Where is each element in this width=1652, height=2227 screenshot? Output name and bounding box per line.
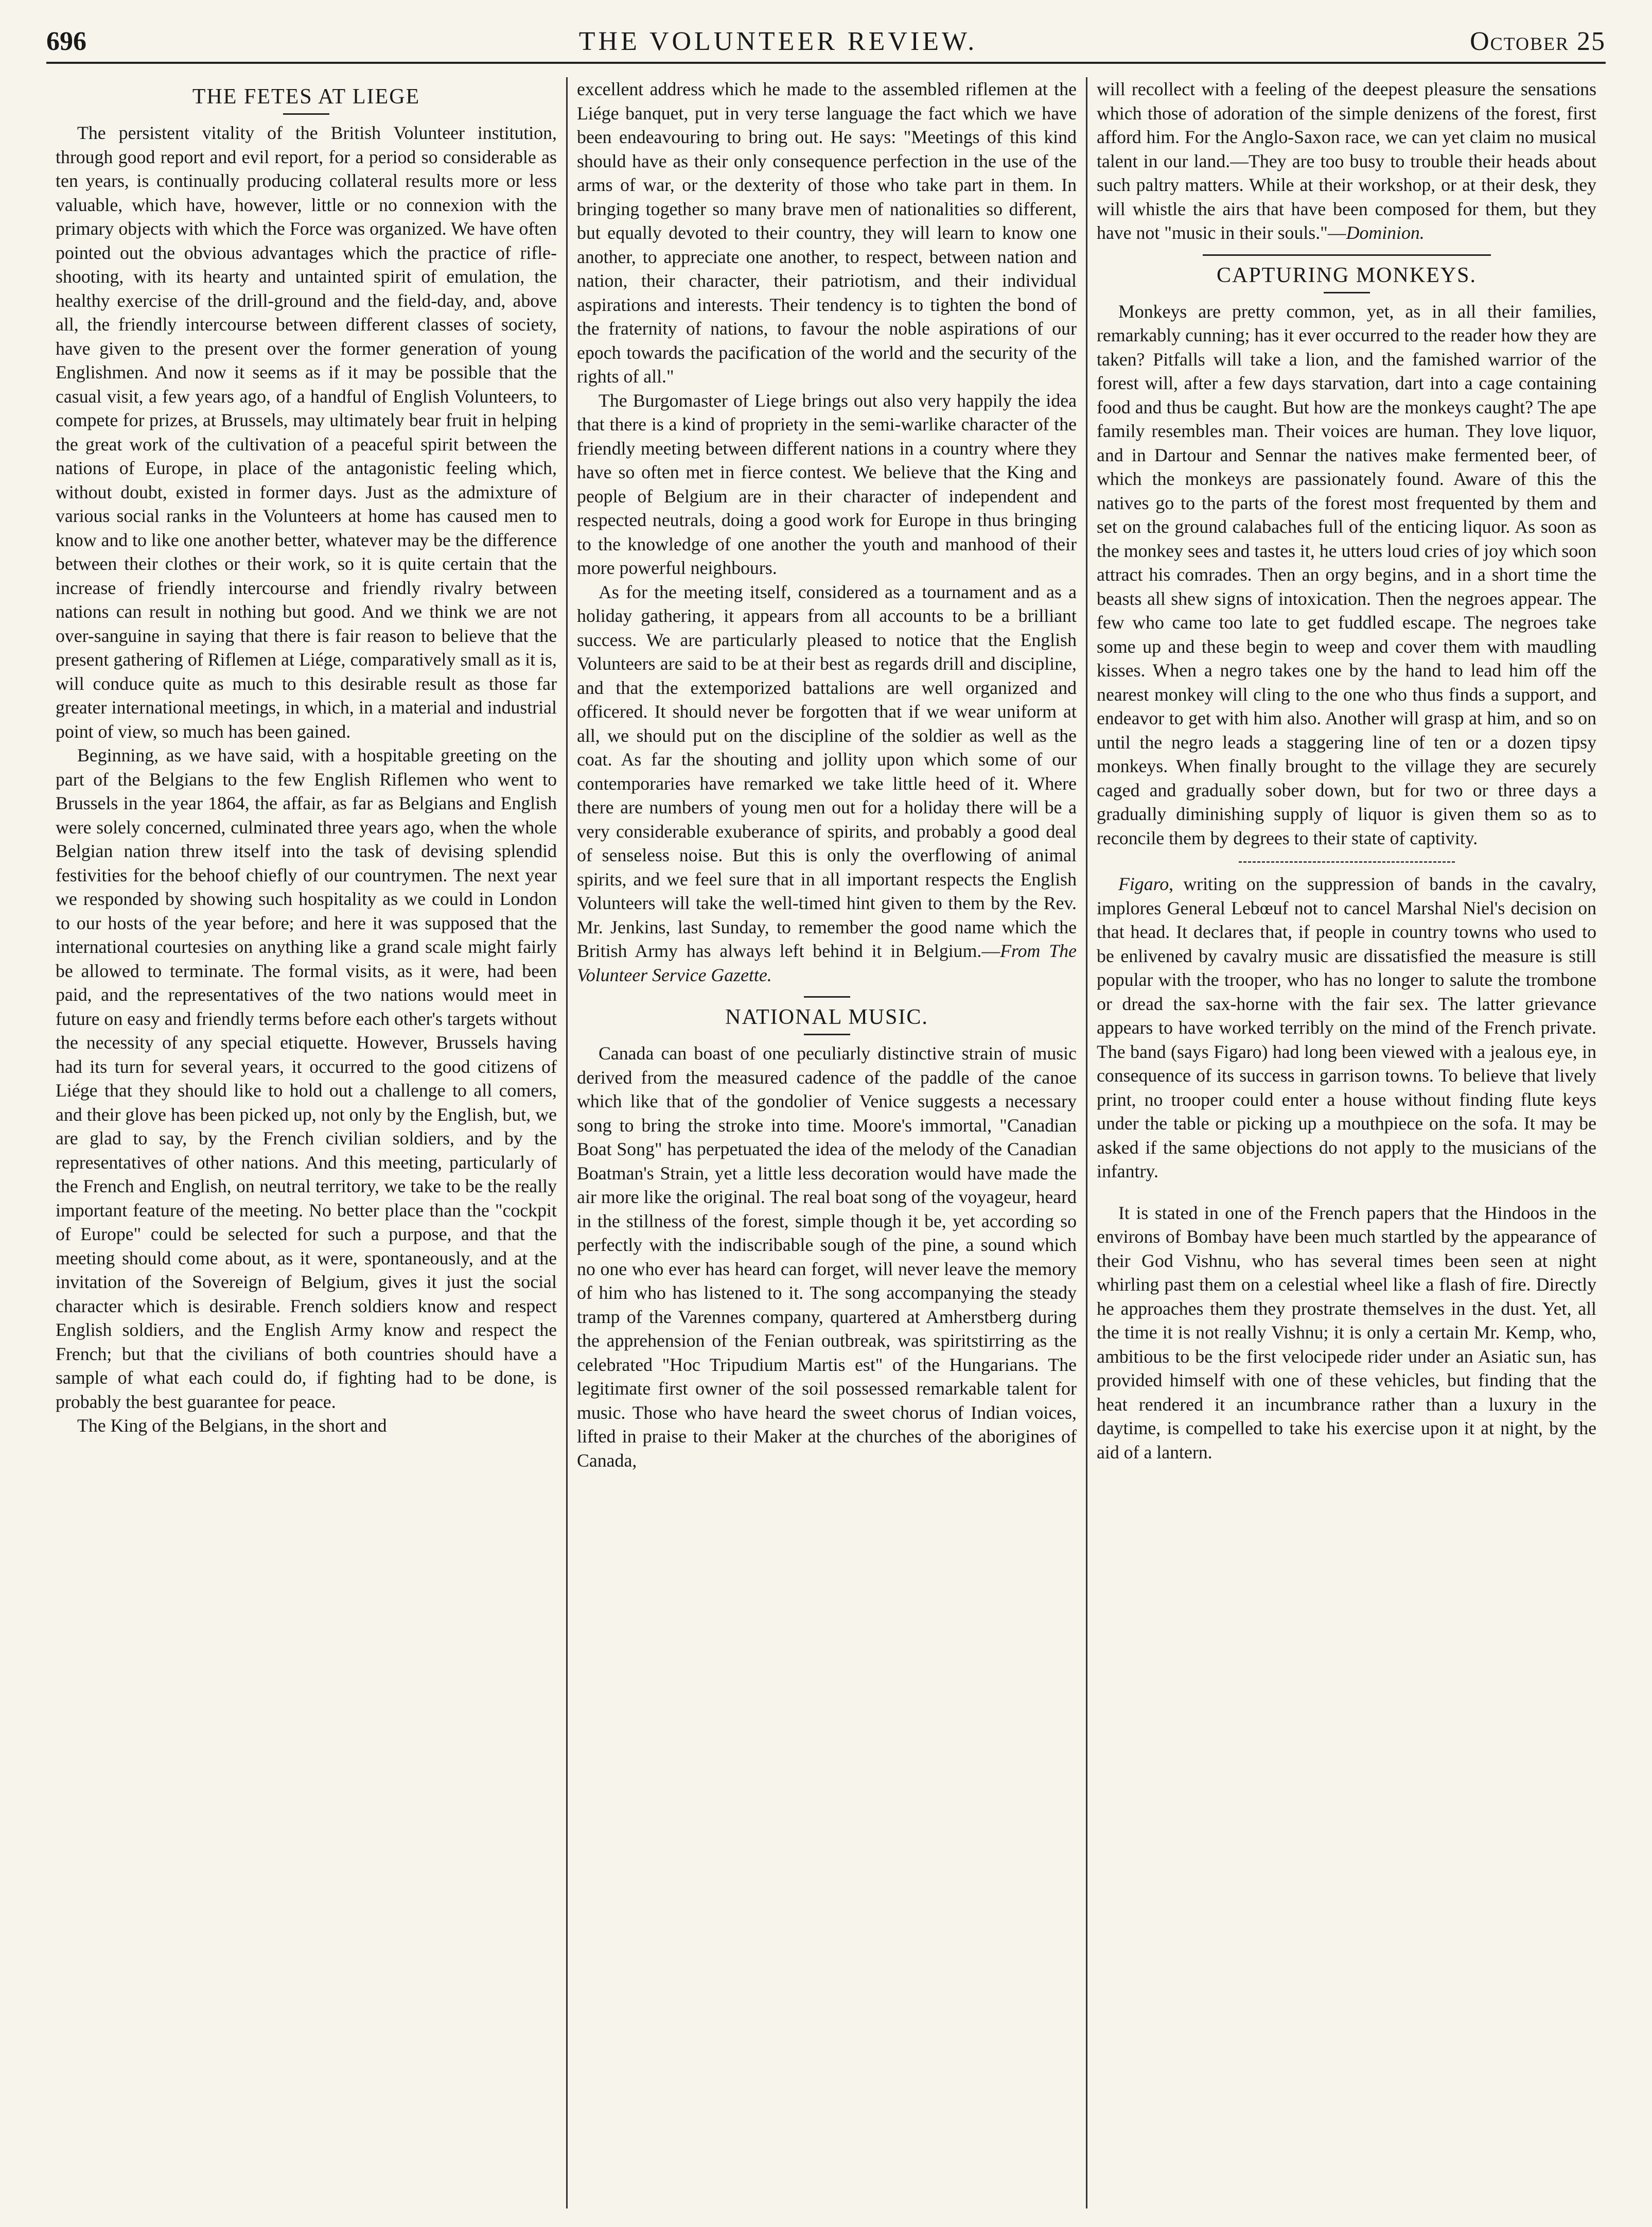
paragraph: The King of the Belgians, in the short and [77,1415,387,1436]
paragraph [1097,872,1596,1184]
heading-capturing-monkeys: CAPTURING MONKEYS. [1216,263,1477,287]
section-rule-dashed [1239,861,1455,863]
paragraph: The persistent vitality of the British Volunteer institution, through good report and evil report, for a period so considerable as ten years, is continually producing collateral results more or less valuable, which have, however, little or no connexion with the primary objects with which the Force was organized. We have often pointed out the obvious advantages which the practice of rifle-shooting, with its hearty and untainted spirit of emulation, the healthy exercise of the drill-ground and the field-day, and, above all, the friendly intercourse between different classes of society, have given to the present over the former generation of young Englishmen. And now it seems as if it may be possible that the casual visit, a few years ago, of a handful of English Volunteers, to compete for prizes, at Brussels, may ultimately bear fruit in helping the great work of the cultivation of a peaceful spirit between the nations of Europe, in place of the antagonistic feeling which, without doubt, existed in former days. Just as the admixture of various social ranks in the Volunteers at home has caused men to know and to like one another better, whatever may be the difference between their clothes or their work, so it is quite certain that the increase of friendly intercourse and friendly rivalry between nations can result in nothing but good. And we think we are not over-sanguine in saying that there is fair reason to believe that the present gathering of Riflemen at Liége, comparatively small as it is, will conduce quite as much to this desirable result as those far greater international meetings, in which, in a material and industrial point of view, so much has been gained. [56,123,557,742]
paragraph: Monkeys are pretty common, yet, as in all their families, remarkably cunning; has it ever occurred to the reader how they are taken? Pitfalls will take a lion, and the famished warrior of the forest will, after a few days starvation, dart into a cage containing food and thus be caught. But how are the monkeys caught? The ape family resembles man. Their voices are human. They love liquor, and in Dartour and Sennar the natives make fermented beer, of which the monkeys are passionately found. Aware of this the natives go to the parts of the forest most frequented by them and set on the ground calabaches full of the enticing liquor. As soon as the monkey sees and tastes it, he utters loud cries of joy which soon attract his comrades. Then an orgy begins, and in a short time the beasts all shew signs of intoxication. Then the negroes appear. The few who came too late to get fuddled escape. The negroes take some up and these begin to weep and cover them with maudling kisses. When a negro takes one by the hand to lead him off the nearest monkey will cling to the one who thus finds a support, and endeavor to get with him also. Another will grasp at him, and so on until the negro leads a staggering line of ten or a dozen tipsy monkeys. When finally brought to the village they are securely caged and gradually sober down, but for two or three days a gradually diminishing supply of liquor is given them so as to reconcile them by degrees to their state of captivity. [1097,301,1596,848]
column-1 [46,77,566,2208]
spacer [1097,1184,1596,1201]
heading-rule [804,1034,850,1035]
source-credit: Dominion. [1346,222,1425,243]
paragraph [1097,77,1596,245]
issue-date: October 25 [1470,26,1606,56]
paragraph-text: , writing on the suppression of bands in the cavalry, implores General Lebœuf not to cancel Marshal Niel's decision on that head. It declares that, if people in country towns who used to be enlivened by cavalry music are dissatisfied the measure is still popular with the trooper, who has no longer to salute the trombone or dread the sax-horne with the fair sex. The latter grievance appears to have worked terribly on the mind of the French private. The band (says Figaro) had long been viewed with a jealous eye, in consequence of its success in garrison towns. To believe that lively print, no trooper could enter a house without finding flute keys under the table or picking up a mouthpiece on the sofa. It may be asked if the same objections do not apply to the musicians of the infantry. [1097,874,1596,1181]
heading-national-music: NATIONAL MUSIC. [725,1005,928,1029]
column-3 [1086,77,1606,2208]
paragraph: It is stated in one of the French papers that the Hindoos in the environs of Bombay have been much startled by the appearance of their God Vishnu, who has several times been seen at night whirling past them on a celestial wheel like a flash of fire. Directly he approaches them they prostrate themselves in the dust. Yet, all the time it is not really Vishnu; it is only a certain Mr. Kemp, who, ambitious to be the first velocipede rider under an Asiatic sun, has provided himself with one of these vehicles, but finding that the heat rendered it an incumbrance rather than a luxury in the daytime, is compelled to take his exercise upon it at night, by the aid of a lantern. [1097,1202,1596,1463]
paragraph [577,580,1077,987]
paragraph: excellent address which he made to the assembled riflemen at the Liége banquet, put in very terse language the fact which we have been endeavouring to bring out. He says: "Meetings of this kind should have as their only consequence perfection in the use of the arms of war, or the dexterity of those who take part in them. In bringing together so many brave men of nationalities so different, but equally devoted to their country, they will learn to know one another, to appreciate one another, to respect, between nation and nation, their character, their patriotism, and their individual aspirations and interests. Their tendency is to tighten the bond of the fraternity of nations, to favour the noble aspirations of our epoch towards the pacification of the world and the security of the rights of all." [577,79,1077,387]
section-rule [804,996,850,998]
article-columns [46,77,1606,2208]
publication-title: THE VOLUNTEER REVIEW. [578,26,978,56]
section-rule [1203,254,1491,256]
page-number: 696 [46,26,86,56]
paragraph: Beginning, as we have said, with a hospitable greeting on the part of the Belgians to the few English Riflemen who went to Brussels in the year 1864, the affair, as far as Belgians and English were solely concerned, culminated three years ago, when the whole Belgian nation threw itself into the task of devising splendid festivities for the behoof chiefly of our countrymen. The next year we responded by showing such hospitality as we could in London to our hosts of the year before; and here it was supposed that the international courtesies on anything like a grand scale might fairly be allowed to terminate. The formal visits, as it were, had been paid, and the representatives of the two nations would meet in future on easy and friendly terms before each other's targets without the necessity of any special etiquette. However, Brussels having had its turn for several years, it occurred to the good citizens of Liége that they should like to hold out a challenge to all comers, and their glove has been picked up, not only by the English, but, we are glad to say, by the French civilian soldiers, and by the representatives of other nations. And this meeting, particularly of the French and English, on neutral territory, we take to be the really important feature of the meeting. No better place than the "cockpit of Europe" could be selected for such a purpose, and that the meeting should come about, as it were, spontaneously, and at the invitation of the Sovereign of Belgium, gives it just the social character which is desirable. French soldiers know and respect English soldiers, and the English Army know and respect the French; but that the civilians of both countries should have a sample of what each could do, if fighting had to be done, is probably the best guarantee for peace. [56,745,557,1412]
heading-rule [283,113,329,115]
paragraph: The Burgomaster of Liege brings out also very happily the idea that there is a kind of propriety in the semi-warlike character of the friendly meeting between different nations in a country where they have so often met in fierce contest. We believe that the King and people of Belgium are in their character of independent and respected neutrals, doing a good work for Europe in thus bringing to the knowledge of one another the youth and manhood of their more powerful neighbours. [577,390,1077,578]
paragraph: Canada can boast of one peculiarly distinctive strain of music derived from the measured cadence of the paddle of the canoe which like that of the gondolier of Venice suggests a necessary song to bring the stroke into time. Moore's immortal, "Canadian Boat Song" has perpetuated the idea of the melody of the Canadian Boatman's Strain, yet a little less decoration would have made the air more like the original. The real boat song of the voyageur, heard in the stillness of the forest, simple though it be, yet according so perfectly with the indiscribable sough of the pine, a sound which no one who ever has heard can forget, will never leave the memory of him who has listened to it. The song accompanying the steady tramp of the Varennes company, quartered at Amherstberg during the apprehension of the Fenian outbreak, was spiritstirring as the celebrated "Hoc Tripudium Martis est" of the Hungarians. The legitimate first owner of the soil possessed remarkable talent for music. Those who have heard the sweet chorus of Indian voices, lifted in praise to their Maker at the churches of the aborigines of Canada, [577,1043,1077,1471]
paper-name: Figaro [1118,874,1169,894]
heading-fetes-at-liege: THE FETES AT LIEGE [192,85,420,109]
heading-rule [1324,292,1370,293]
paragraph-text: As for the meeting itself, considered as a tournament and as a holiday gathering, it appears from all accounts to be a brilliant success. We are particularly pleased to notice that the English Volunteers are said to be at their best as regards drill and discipline, and that the extemporized battalions are well organized and officered. It should never be forgotten that if we wear uniform at all, we should put on the discipline of the soldier as well as the coat. As far the shouting and jollity upon which some of our contemporaries have remarked we take little heed of it. Where there are numbers of young men out for a holiday there will be a very considerable exuberance of spirits, and probably a good deal of senseless noise. But this is only the overflowing of animal spirits, and we feel sure that in all important respects the English Volunteers will take the well-timed hint given to them by the Rev. Mr. Jenkins, last Sunday, to remember the good name which the British Army has always left behind it in Belgium.— [577,581,1077,961]
paragraph-text: will recollect with a feeling of the deepest pleasure the sensations which those of adoration of the simple denizens of the forest, first afford him. For the Anglo-Saxon race, we can yet claim no musical talent in our land.—They are too busy to trouble their heads about such paltry matters. While at their workshop, or at their desk, they will whistle the airs that have been composed for them, but they have not "music in their souls."— [1097,79,1596,243]
column-2 [566,77,1086,2208]
source-credit: From The Volunteer Service Gazette. [577,941,1077,985]
masthead [46,21,1606,64]
